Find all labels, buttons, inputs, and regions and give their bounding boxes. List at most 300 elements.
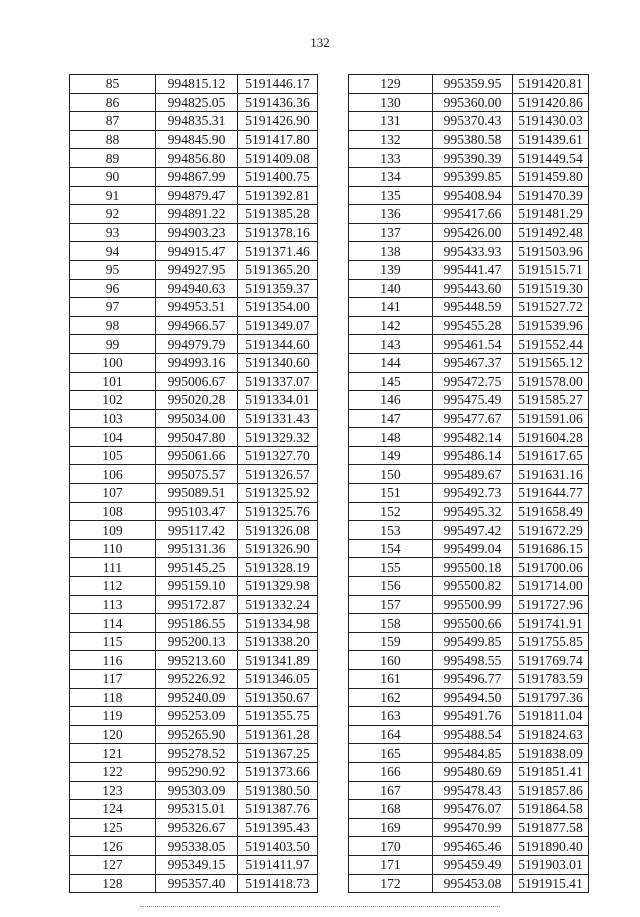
- y-coordinate-cell: 5191380.50: [238, 781, 318, 800]
- x-coordinate-cell: 995478.43: [433, 781, 513, 800]
- table-row: [70, 484, 318, 503]
- y-coordinate-cell: 5191334.01: [238, 391, 318, 410]
- y-coordinate-cell: 5191811.04: [513, 707, 589, 726]
- point-number-cell: 156: [349, 577, 433, 596]
- x-coordinate-cell: 994825.05: [156, 93, 238, 112]
- point-number-cell: 129: [349, 75, 433, 94]
- point-number-cell: 159: [349, 632, 433, 651]
- y-coordinate-cell: 5191403.50: [238, 837, 318, 856]
- x-coordinate-cell: 994915.47: [156, 242, 238, 261]
- point-number-cell: 152: [349, 502, 433, 521]
- x-coordinate-cell: 995472.75: [433, 372, 513, 391]
- table-row: [70, 707, 318, 726]
- point-number-cell: 165: [349, 744, 433, 763]
- y-coordinate-cell: 5191481.29: [513, 205, 589, 224]
- x-coordinate-cell: 994815.12: [156, 75, 238, 94]
- table-row: [70, 446, 318, 465]
- point-number-cell: 89: [70, 149, 156, 168]
- point-number-cell: 158: [349, 614, 433, 633]
- y-coordinate-cell: 5191470.39: [513, 186, 589, 205]
- x-coordinate-cell: 995061.66: [156, 446, 238, 465]
- table-row: [349, 335, 589, 354]
- point-number-cell: 138: [349, 242, 433, 261]
- point-number-cell: 143: [349, 335, 433, 354]
- y-coordinate-cell: 5191838.09: [513, 744, 589, 763]
- table-row: [349, 725, 589, 744]
- y-coordinate-cell: 5191373.66: [238, 762, 318, 781]
- table-row: [70, 539, 318, 558]
- point-number-cell: 100: [70, 353, 156, 372]
- table-row: [349, 391, 589, 410]
- point-number-cell: 105: [70, 446, 156, 465]
- x-coordinate-cell: 994993.16: [156, 353, 238, 372]
- point-number-cell: 119: [70, 707, 156, 726]
- bottom-divider: [140, 906, 500, 907]
- y-coordinate-cell: 5191326.90: [238, 539, 318, 558]
- y-coordinate-cell: 5191552.44: [513, 335, 589, 354]
- point-number-cell: 151: [349, 484, 433, 503]
- table-row: [349, 279, 589, 298]
- y-coordinate-cell: 5191436.36: [238, 93, 318, 112]
- x-coordinate-cell: 995477.67: [433, 409, 513, 428]
- table-row: [349, 855, 589, 874]
- table-row: [70, 260, 318, 279]
- y-coordinate-cell: 5191371.46: [238, 242, 318, 261]
- point-number-cell: 162: [349, 688, 433, 707]
- table-row: [70, 762, 318, 781]
- table-row: [70, 428, 318, 447]
- x-coordinate-cell: 995253.09: [156, 707, 238, 726]
- y-coordinate-cell: 5191539.96: [513, 316, 589, 335]
- y-coordinate-cell: 5191354.00: [238, 298, 318, 317]
- y-coordinate-cell: 5191326.57: [238, 465, 318, 484]
- y-coordinate-cell: 5191631.16: [513, 465, 589, 484]
- table-row: [349, 167, 589, 186]
- y-coordinate-cell: 5191378.16: [238, 223, 318, 242]
- point-number-cell: 169: [349, 818, 433, 837]
- y-coordinate-cell: 5191700.06: [513, 558, 589, 577]
- y-coordinate-cell: 5191903.01: [513, 855, 589, 874]
- y-coordinate-cell: 5191326.08: [238, 521, 318, 540]
- table-row: [349, 93, 589, 112]
- table-row: [349, 595, 589, 614]
- y-coordinate-cell: 5191361.28: [238, 725, 318, 744]
- table-row: [70, 521, 318, 540]
- point-number-cell: 87: [70, 112, 156, 131]
- point-number-cell: 122: [70, 762, 156, 781]
- x-coordinate-cell: 995492.73: [433, 484, 513, 503]
- table-row: [70, 688, 318, 707]
- x-coordinate-cell: 995494.50: [433, 688, 513, 707]
- y-coordinate-cell: 5191395.43: [238, 818, 318, 837]
- point-number-cell: 88: [70, 130, 156, 149]
- x-coordinate-cell: 995359.95: [433, 75, 513, 94]
- x-coordinate-cell: 994856.80: [156, 149, 238, 168]
- table-row: [70, 614, 318, 633]
- y-coordinate-cell: 5191851.41: [513, 762, 589, 781]
- x-coordinate-cell: 995349.15: [156, 855, 238, 874]
- point-number-cell: 90: [70, 167, 156, 186]
- x-coordinate-cell: 995360.00: [433, 93, 513, 112]
- table-row: [349, 707, 589, 726]
- x-coordinate-cell: 995172.87: [156, 595, 238, 614]
- point-number-cell: 115: [70, 632, 156, 651]
- x-coordinate-cell: 995315.01: [156, 800, 238, 819]
- point-number-cell: 98: [70, 316, 156, 335]
- table-row: [349, 874, 589, 893]
- point-number-cell: 120: [70, 725, 156, 744]
- table-row: [349, 298, 589, 317]
- point-number-cell: 116: [70, 651, 156, 670]
- point-number-cell: 145: [349, 372, 433, 391]
- table-row: [70, 800, 318, 819]
- x-coordinate-cell: 995475.49: [433, 391, 513, 410]
- point-number-cell: 130: [349, 93, 433, 112]
- table-row: [349, 428, 589, 447]
- x-coordinate-cell: 994979.79: [156, 335, 238, 354]
- table-row: [70, 335, 318, 354]
- table-row: [349, 744, 589, 763]
- x-coordinate-cell: 995467.37: [433, 353, 513, 372]
- y-coordinate-cell: 5191755.85: [513, 632, 589, 651]
- point-number-cell: 99: [70, 335, 156, 354]
- x-coordinate-cell: 995482.14: [433, 428, 513, 447]
- x-coordinate-cell: 995103.47: [156, 502, 238, 521]
- x-coordinate-cell: 995497.42: [433, 521, 513, 540]
- table-row: [349, 688, 589, 707]
- y-coordinate-cell: 5191565.12: [513, 353, 589, 372]
- point-number-cell: 128: [70, 874, 156, 893]
- y-coordinate-cell: 5191400.75: [238, 167, 318, 186]
- coordinates-table-left-body: [70, 75, 318, 893]
- y-coordinate-cell: 5191604.28: [513, 428, 589, 447]
- y-coordinate-cell: 5191797.36: [513, 688, 589, 707]
- table-row: [70, 372, 318, 391]
- point-number-cell: 154: [349, 539, 433, 558]
- x-coordinate-cell: 995186.55: [156, 614, 238, 633]
- y-coordinate-cell: 5191578.00: [513, 372, 589, 391]
- table-row: [70, 391, 318, 410]
- y-coordinate-cell: 5191515.71: [513, 260, 589, 279]
- table-row: [349, 558, 589, 577]
- table-row: [349, 670, 589, 689]
- point-number-cell: 135: [349, 186, 433, 205]
- y-coordinate-cell: 5191418.73: [238, 874, 318, 893]
- page-number: 132: [310, 35, 330, 50]
- coordinates-table-right: [348, 74, 589, 893]
- table-row: [70, 205, 318, 224]
- y-coordinate-cell: 5191527.72: [513, 298, 589, 317]
- x-coordinate-cell: 995480.69: [433, 762, 513, 781]
- y-coordinate-cell: 5191519.30: [513, 279, 589, 298]
- x-coordinate-cell: 995459.49: [433, 855, 513, 874]
- table-row: [70, 186, 318, 205]
- point-number-cell: 140: [349, 279, 433, 298]
- table-row: [349, 800, 589, 819]
- table-row: [70, 409, 318, 428]
- point-number-cell: 126: [70, 837, 156, 856]
- x-coordinate-cell: 995491.76: [433, 707, 513, 726]
- y-coordinate-cell: 5191337.07: [238, 372, 318, 391]
- table-row: [349, 818, 589, 837]
- x-coordinate-cell: 995047.80: [156, 428, 238, 447]
- y-coordinate-cell: 5191341.89: [238, 651, 318, 670]
- point-number-cell: 101: [70, 372, 156, 391]
- point-number-cell: 103: [70, 409, 156, 428]
- point-number-cell: 136: [349, 205, 433, 224]
- y-coordinate-cell: 5191915.41: [513, 874, 589, 893]
- x-coordinate-cell: 995500.82: [433, 577, 513, 596]
- x-coordinate-cell: 995117.42: [156, 521, 238, 540]
- point-number-cell: 121: [70, 744, 156, 763]
- point-number-cell: 141: [349, 298, 433, 317]
- point-number-cell: 139: [349, 260, 433, 279]
- table-row: [70, 781, 318, 800]
- x-coordinate-cell: 995486.14: [433, 446, 513, 465]
- x-coordinate-cell: 995470.99: [433, 818, 513, 837]
- y-coordinate-cell: 5191327.70: [238, 446, 318, 465]
- x-coordinate-cell: 995145.25: [156, 558, 238, 577]
- table-row: [349, 762, 589, 781]
- x-coordinate-cell: 995499.04: [433, 539, 513, 558]
- x-coordinate-cell: 995338.05: [156, 837, 238, 856]
- x-coordinate-cell: 995484.85: [433, 744, 513, 763]
- y-coordinate-cell: 5191783.59: [513, 670, 589, 689]
- point-number-cell: 111: [70, 558, 156, 577]
- y-coordinate-cell: 5191392.81: [238, 186, 318, 205]
- y-coordinate-cell: 5191409.08: [238, 149, 318, 168]
- table-row: [349, 149, 589, 168]
- table-row: [349, 465, 589, 484]
- x-coordinate-cell: 995265.90: [156, 725, 238, 744]
- table-row: [70, 75, 318, 94]
- y-coordinate-cell: 5191591.06: [513, 409, 589, 428]
- point-number-cell: 170: [349, 837, 433, 856]
- table-row: [70, 744, 318, 763]
- x-coordinate-cell: 995399.85: [433, 167, 513, 186]
- point-number-cell: 147: [349, 409, 433, 428]
- point-number-cell: 132: [349, 130, 433, 149]
- x-coordinate-cell: 995496.77: [433, 670, 513, 689]
- table-row: [70, 595, 318, 614]
- point-number-cell: 107: [70, 484, 156, 503]
- y-coordinate-cell: 5191417.80: [238, 130, 318, 149]
- table-row: [349, 651, 589, 670]
- table-row: [349, 205, 589, 224]
- point-number-cell: 123: [70, 781, 156, 800]
- table-row: [70, 223, 318, 242]
- y-coordinate-cell: 5191325.92: [238, 484, 318, 503]
- y-coordinate-cell: 5191877.58: [513, 818, 589, 837]
- y-coordinate-cell: 5191349.07: [238, 316, 318, 335]
- x-coordinate-cell: 995034.00: [156, 409, 238, 428]
- x-coordinate-cell: 995488.54: [433, 725, 513, 744]
- y-coordinate-cell: 5191355.75: [238, 707, 318, 726]
- y-coordinate-cell: 5191426.90: [238, 112, 318, 131]
- x-coordinate-cell: 995290.92: [156, 762, 238, 781]
- y-coordinate-cell: 5191714.00: [513, 577, 589, 596]
- point-number-cell: 124: [70, 800, 156, 819]
- y-coordinate-cell: 5191359.37: [238, 279, 318, 298]
- point-number-cell: 166: [349, 762, 433, 781]
- y-coordinate-cell: 5191727.96: [513, 595, 589, 614]
- y-coordinate-cell: 5191344.60: [238, 335, 318, 354]
- x-coordinate-cell: 995006.67: [156, 372, 238, 391]
- x-coordinate-cell: 995390.39: [433, 149, 513, 168]
- x-coordinate-cell: 995278.52: [156, 744, 238, 763]
- y-coordinate-cell: 5191331.43: [238, 409, 318, 428]
- x-coordinate-cell: 995200.13: [156, 632, 238, 651]
- table-row: [70, 502, 318, 521]
- point-number-cell: 104: [70, 428, 156, 447]
- point-number-cell: 171: [349, 855, 433, 874]
- table-row: [70, 279, 318, 298]
- point-number-cell: 153: [349, 521, 433, 540]
- point-number-cell: 157: [349, 595, 433, 614]
- point-number-cell: 102: [70, 391, 156, 410]
- x-coordinate-cell: 995020.28: [156, 391, 238, 410]
- point-number-cell: 118: [70, 688, 156, 707]
- y-coordinate-cell: 5191420.81: [513, 75, 589, 94]
- table-row: [70, 242, 318, 261]
- x-coordinate-cell: 995131.36: [156, 539, 238, 558]
- point-number-cell: 134: [349, 167, 433, 186]
- y-coordinate-cell: 5191492.48: [513, 223, 589, 242]
- x-coordinate-cell: 995075.57: [156, 465, 238, 484]
- y-coordinate-cell: 5191439.61: [513, 130, 589, 149]
- x-coordinate-cell: 995226.92: [156, 670, 238, 689]
- x-coordinate-cell: 994867.99: [156, 167, 238, 186]
- table-row: [70, 353, 318, 372]
- y-coordinate-cell: 5191385.28: [238, 205, 318, 224]
- point-number-cell: 146: [349, 391, 433, 410]
- table-row: [349, 130, 589, 149]
- x-coordinate-cell: 994891.22: [156, 205, 238, 224]
- point-number-cell: 85: [70, 75, 156, 94]
- point-number-cell: 97: [70, 298, 156, 317]
- table-row: [349, 484, 589, 503]
- point-number-cell: 108: [70, 502, 156, 521]
- y-coordinate-cell: 5191446.17: [238, 75, 318, 94]
- table-row: [70, 855, 318, 874]
- y-coordinate-cell: 5191585.27: [513, 391, 589, 410]
- table-row: [70, 818, 318, 837]
- x-coordinate-cell: 995489.67: [433, 465, 513, 484]
- x-coordinate-cell: 995476.07: [433, 800, 513, 819]
- table-row: [70, 167, 318, 186]
- y-coordinate-cell: 5191672.29: [513, 521, 589, 540]
- table-row: [70, 651, 318, 670]
- table-row: [349, 409, 589, 428]
- x-coordinate-cell: 995370.43: [433, 112, 513, 131]
- x-coordinate-cell: 995426.00: [433, 223, 513, 242]
- table-row: [70, 130, 318, 149]
- point-number-cell: 93: [70, 223, 156, 242]
- point-number-cell: 167: [349, 781, 433, 800]
- y-coordinate-cell: 5191328.19: [238, 558, 318, 577]
- table-row: [70, 577, 318, 596]
- x-coordinate-cell: 995465.46: [433, 837, 513, 856]
- y-coordinate-cell: 5191857.86: [513, 781, 589, 800]
- y-coordinate-cell: 5191325.76: [238, 502, 318, 521]
- point-number-cell: 91: [70, 186, 156, 205]
- table-row: [70, 298, 318, 317]
- x-coordinate-cell: 994879.47: [156, 186, 238, 205]
- table-row: [349, 223, 589, 242]
- y-coordinate-cell: 5191686.15: [513, 539, 589, 558]
- y-coordinate-cell: 5191340.60: [238, 353, 318, 372]
- table-row: [70, 149, 318, 168]
- point-number-cell: 110: [70, 539, 156, 558]
- point-number-cell: 112: [70, 577, 156, 596]
- point-number-cell: 109: [70, 521, 156, 540]
- x-coordinate-cell: 994835.31: [156, 112, 238, 131]
- x-coordinate-cell: 995159.10: [156, 577, 238, 596]
- x-coordinate-cell: 994953.51: [156, 298, 238, 317]
- x-coordinate-cell: 995500.99: [433, 595, 513, 614]
- y-coordinate-cell: 5191420.86: [513, 93, 589, 112]
- table-row: [70, 558, 318, 577]
- table-row: [70, 465, 318, 484]
- y-coordinate-cell: 5191346.05: [238, 670, 318, 689]
- x-coordinate-cell: 994940.63: [156, 279, 238, 298]
- table-row: [70, 670, 318, 689]
- table-row: [349, 837, 589, 856]
- table-row: [349, 186, 589, 205]
- table-row: [349, 446, 589, 465]
- table-row: [70, 316, 318, 335]
- point-number-cell: 148: [349, 428, 433, 447]
- x-coordinate-cell: 995443.60: [433, 279, 513, 298]
- point-number-cell: 117: [70, 670, 156, 689]
- point-number-cell: 106: [70, 465, 156, 484]
- x-coordinate-cell: 995240.09: [156, 688, 238, 707]
- point-number-cell: 131: [349, 112, 433, 131]
- y-coordinate-cell: 5191329.98: [238, 577, 318, 596]
- table-row: [349, 316, 589, 335]
- point-number-cell: 127: [70, 855, 156, 874]
- table-row: [349, 260, 589, 279]
- y-coordinate-cell: 5191658.49: [513, 502, 589, 521]
- table-row: [70, 725, 318, 744]
- y-coordinate-cell: 5191449.54: [513, 149, 589, 168]
- x-coordinate-cell: 994845.90: [156, 130, 238, 149]
- point-number-cell: 161: [349, 670, 433, 689]
- coordinates-table-right-body: [349, 75, 589, 893]
- y-coordinate-cell: 5191503.96: [513, 242, 589, 261]
- table-row: [70, 837, 318, 856]
- table-row: [349, 577, 589, 596]
- y-coordinate-cell: 5191890.40: [513, 837, 589, 856]
- x-coordinate-cell: 995433.93: [433, 242, 513, 261]
- point-number-cell: 125: [70, 818, 156, 837]
- table-row: [349, 521, 589, 540]
- x-coordinate-cell: 995213.60: [156, 651, 238, 670]
- x-coordinate-cell: 995089.51: [156, 484, 238, 503]
- point-number-cell: 150: [349, 465, 433, 484]
- y-coordinate-cell: 5191411.97: [238, 855, 318, 874]
- point-number-cell: 172: [349, 874, 433, 893]
- x-coordinate-cell: 995455.28: [433, 316, 513, 335]
- table-row: [349, 632, 589, 651]
- point-number-cell: 94: [70, 242, 156, 261]
- x-coordinate-cell: 995500.66: [433, 614, 513, 633]
- point-number-cell: 164: [349, 725, 433, 744]
- x-coordinate-cell: 995303.09: [156, 781, 238, 800]
- point-number-cell: 137: [349, 223, 433, 242]
- x-coordinate-cell: 994927.95: [156, 260, 238, 279]
- x-coordinate-cell: 994903.23: [156, 223, 238, 242]
